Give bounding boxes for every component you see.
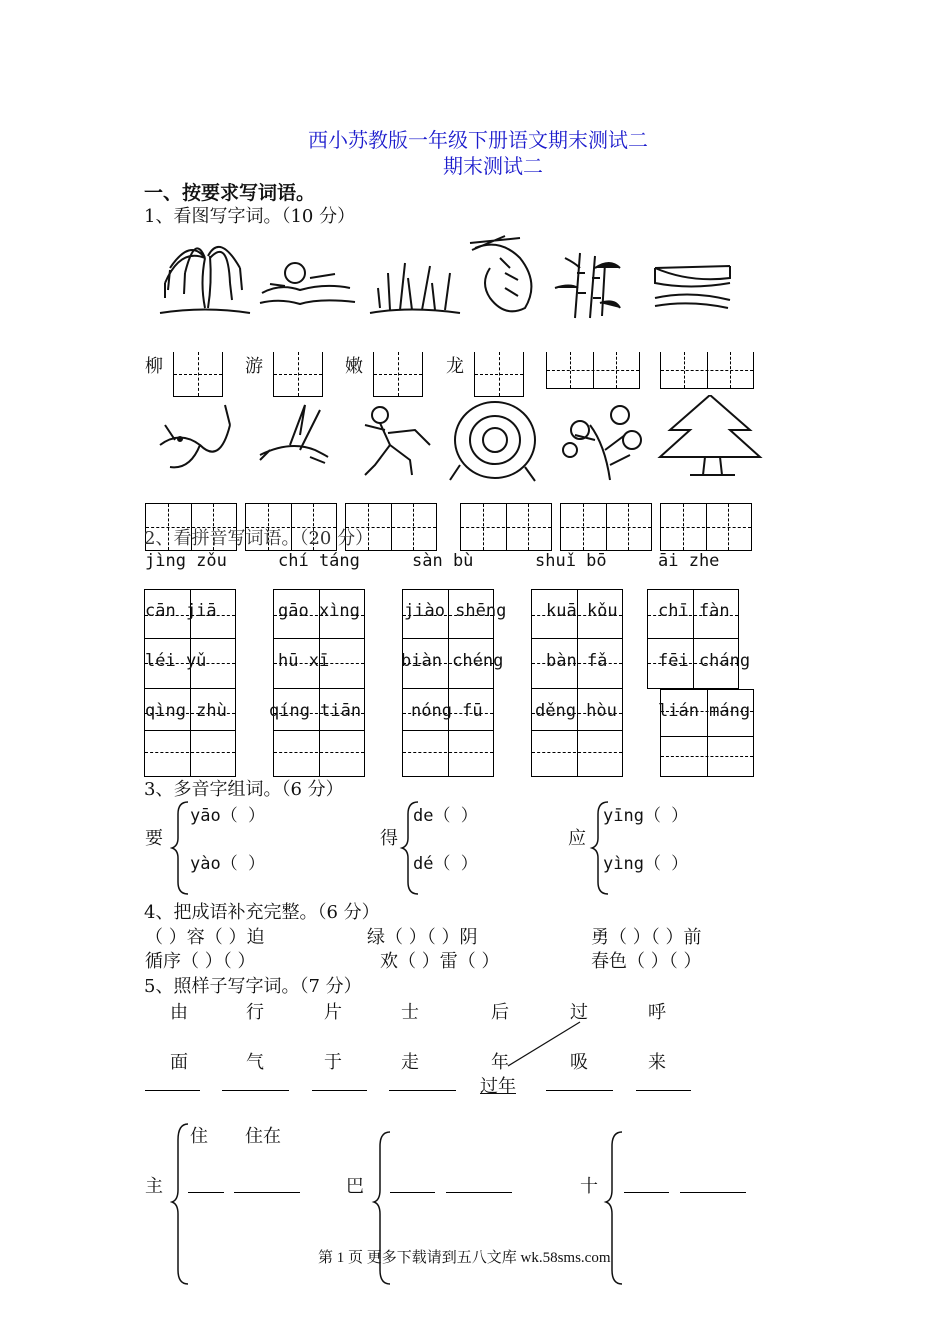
brace-char: 十 xyxy=(580,1176,598,1197)
matching-char: 呼 xyxy=(648,1002,666,1023)
pinyin-label: cān jiā xyxy=(145,601,217,621)
q1-prefix-char: 柳 xyxy=(145,356,163,377)
pinyin-label: chī fàn xyxy=(658,601,730,621)
writing-box-pair[interactable] xyxy=(660,352,754,389)
pinyin-label: shuǐ bō xyxy=(535,551,607,571)
question-3-label: 3、多音字组词。（6 分） xyxy=(144,779,344,800)
polyphonic-reading: yāo（ ） xyxy=(190,806,265,826)
brace-char: 巴 xyxy=(346,1176,364,1197)
answer-blank[interactable] xyxy=(234,1192,300,1193)
matching-char: 行 xyxy=(246,1002,264,1023)
matching-char: 于 xyxy=(324,1052,342,1073)
writing-box-pair[interactable] xyxy=(660,503,752,551)
polyphonic-reading: dé（ ） xyxy=(413,854,478,874)
brace-icon xyxy=(172,802,188,894)
polyphonic-char: 得 xyxy=(380,828,398,849)
pinyin-label: biàn chéng xyxy=(401,651,504,671)
q1-prefix-char: 游 xyxy=(245,356,263,377)
pinyin-label: bàn fǎ xyxy=(546,651,608,671)
answer-blank[interactable] xyxy=(446,1192,512,1193)
question-5-label: 5、照样子写字词。（7 分） xyxy=(144,976,362,997)
pinyin-label: léi yǔ xyxy=(145,651,207,671)
matching-char: 吸 xyxy=(570,1052,588,1073)
pine-tree-icon xyxy=(660,395,760,475)
page-title: 西小苏教版一年级下册语文期末测试二 xyxy=(308,128,648,152)
grass-icon xyxy=(370,263,460,313)
picture-row-2 xyxy=(150,395,770,485)
question-2-label: 2、看拼音写词语。（20 分） xyxy=(144,528,374,549)
matching-char: 片 xyxy=(324,1002,342,1023)
answer-blank[interactable] xyxy=(145,1090,200,1091)
answer-blank[interactable] xyxy=(680,1192,746,1193)
pinyin-label: jiào shēng xyxy=(404,601,507,621)
idiom-blank[interactable]: 绿（ ）（ ）阴 xyxy=(367,927,478,948)
answer-blank[interactable] xyxy=(390,1192,435,1193)
q1-prefix-char: 嫩 xyxy=(345,356,363,377)
pinyin-label: sàn bù xyxy=(412,551,474,571)
brace-char: 主 xyxy=(145,1176,163,1197)
boat-icon xyxy=(655,266,730,308)
pinyin-label: qíng tiān xyxy=(269,701,362,721)
idiom-blank[interactable]: 春色（ ）（ ） xyxy=(591,951,702,972)
writing-box[interactable] xyxy=(173,352,223,397)
brace-icon xyxy=(172,1124,188,1284)
idiom-blank[interactable]: 循序（ ）（ ） xyxy=(145,951,256,972)
writing-box[interactable] xyxy=(273,352,323,397)
brace-example: 住在 xyxy=(245,1126,281,1147)
question-1-label: 1、看图写字词。（10 分） xyxy=(144,206,356,227)
pinyin-label: fēi cháng xyxy=(658,651,751,671)
writing-box[interactable] xyxy=(373,352,423,397)
answer-blank[interactable] xyxy=(546,1090,613,1091)
question-4-label: 4、把成语补充完整。（6 分） xyxy=(144,902,380,923)
answer-blank[interactable] xyxy=(389,1090,456,1091)
q1-prefix-char: 龙 xyxy=(446,356,464,377)
flower-branch-icon xyxy=(563,406,641,480)
matching-char: 走 xyxy=(401,1052,419,1073)
polyphonic-char: 应 xyxy=(568,828,586,849)
shrimp-icon xyxy=(470,236,531,311)
runner-icon xyxy=(365,407,430,475)
answer-blank[interactable] xyxy=(312,1090,367,1091)
polyphonic-reading: yīng（ ） xyxy=(603,806,689,826)
pinyin-label: chí táng xyxy=(278,551,360,571)
matching-char: 面 xyxy=(170,1052,188,1073)
answer-blank[interactable] xyxy=(188,1192,224,1193)
matching-char: 年 xyxy=(491,1052,509,1073)
rose-icon xyxy=(450,402,535,481)
matching-char: 气 xyxy=(246,1052,264,1073)
swallow-icon xyxy=(160,405,230,467)
writing-box-pair[interactable] xyxy=(560,503,652,551)
polyphonic-char: 要 xyxy=(145,828,163,849)
writing-box-pair[interactable] xyxy=(546,352,640,389)
example-answer: 过年 xyxy=(480,1076,516,1097)
bird-icon xyxy=(260,405,328,463)
writing-box-pair[interactable] xyxy=(460,503,552,551)
pinyin-label: hū xī xyxy=(278,651,330,671)
matching-char: 过 xyxy=(570,1002,588,1023)
pinyin-label: qìng zhù xyxy=(145,701,227,721)
pinyin-label: nóng fū xyxy=(411,701,483,721)
idiom-blank[interactable]: 勇（ ）（ ）前 xyxy=(591,927,702,948)
willow-tree-icon xyxy=(160,247,250,313)
pinyin-label: kuā kǒu xyxy=(546,601,618,621)
matching-char: 士 xyxy=(401,1002,419,1023)
answer-blank[interactable] xyxy=(222,1090,289,1091)
page-footer: 第 1 页 更多下载请到五八文库 wk.58sms.com xyxy=(318,1250,611,1266)
matching-char: 由 xyxy=(170,1002,188,1023)
answer-blank[interactable] xyxy=(636,1090,691,1091)
pinyin-label: jìng zǒu xyxy=(145,551,227,571)
pinyin-label: lián máng xyxy=(658,701,751,721)
section-heading-1: 一、按要求写词语。 xyxy=(144,182,316,204)
idiom-blank[interactable]: （ ）容（ ）迫 xyxy=(145,927,265,948)
pinyin-label: děng hòu xyxy=(535,701,617,721)
brace-example: 住 xyxy=(190,1126,208,1147)
page-subtitle: 期末测试二 xyxy=(443,154,543,178)
polyphonic-reading: yào（ ） xyxy=(190,854,265,874)
swimmer-icon xyxy=(260,263,355,304)
answer-blank[interactable] xyxy=(624,1192,669,1193)
polyphonic-reading: yìng（ ） xyxy=(603,854,689,874)
idiom-blank[interactable]: 欢（ ）雷（ ） xyxy=(380,951,500,972)
pinyin-label: gāo xìng xyxy=(278,601,360,621)
bamboo-icon xyxy=(555,253,620,318)
matching-char: 来 xyxy=(648,1052,666,1073)
writing-box[interactable] xyxy=(474,352,524,397)
polyphonic-reading: de（ ） xyxy=(413,806,478,826)
matching-char: 后 xyxy=(491,1002,509,1023)
pinyin-label: āi zhe xyxy=(658,551,720,571)
picture-row-1 xyxy=(150,228,750,323)
